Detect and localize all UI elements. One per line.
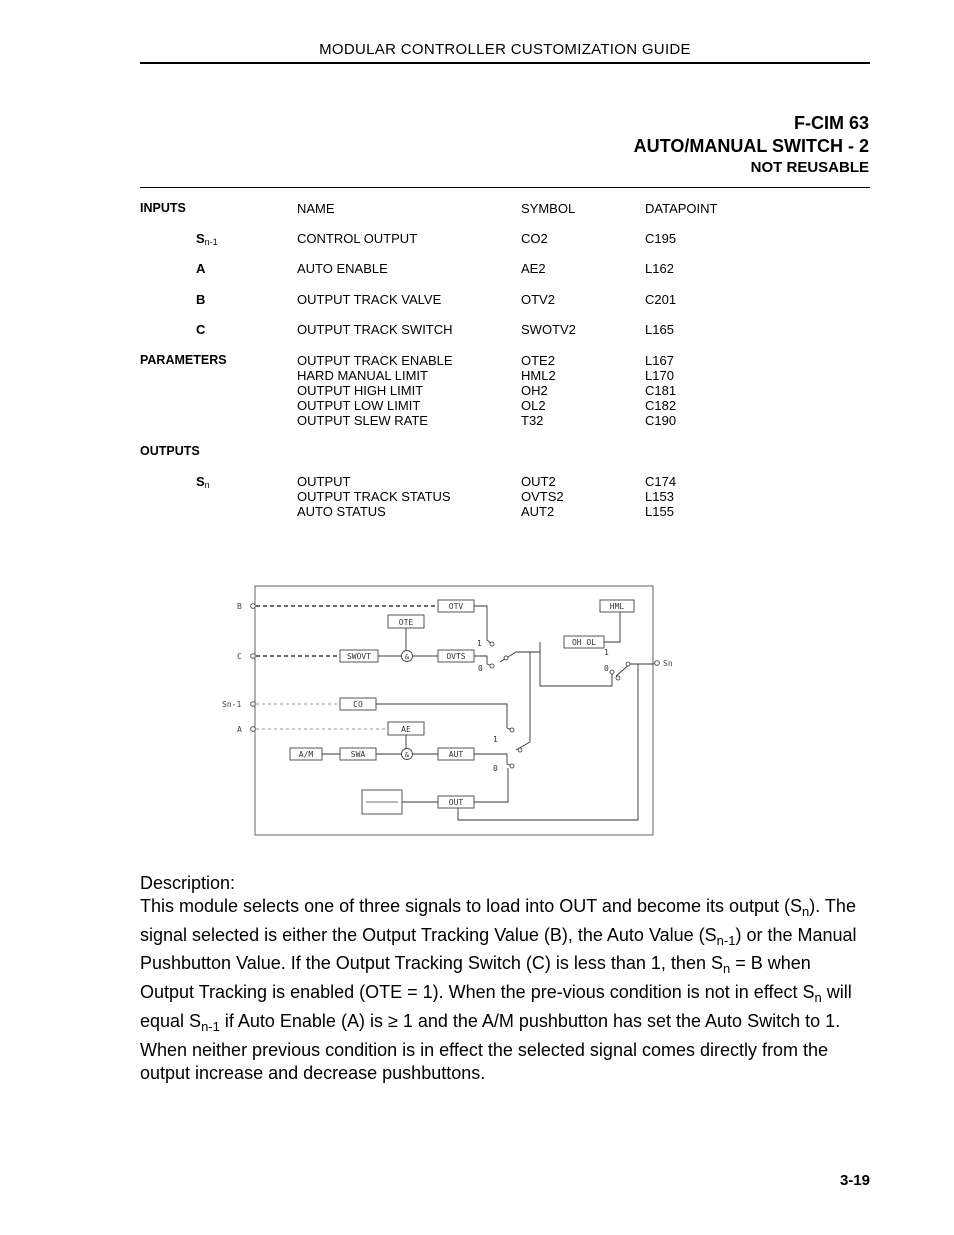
input-name: OUTPUT TRACK SWITCH <box>297 322 453 337</box>
module-title: AUTO/MANUAL SWITCH - 2 <box>633 136 869 156</box>
parameter-name: OUTPUT HIGH LIMIT <box>297 383 424 398</box>
output-datapoint: C174 <box>645 474 677 489</box>
input-c-label: C <box>237 652 242 661</box>
block-ae-label: AE <box>401 725 411 734</box>
title-rule <box>140 187 870 188</box>
input-a-connector <box>251 727 256 732</box>
input-symbol: CO2 <box>521 231 548 246</box>
output-name: AUTO STATUS <box>297 504 386 519</box>
switch-2-label-one: 1 <box>493 735 498 744</box>
input-sn1-connector <box>251 702 256 707</box>
function-block-diagram <box>220 582 680 842</box>
description-heading: Description: <box>140 873 236 893</box>
inputs-heading: INPUTS <box>140 201 186 215</box>
output-datapoint: L155 <box>645 504 674 519</box>
parameter-datapoint: L167 <box>645 353 674 368</box>
switch-3-label-zero: 0 <box>604 664 609 673</box>
and-gate-1-label: & <box>404 653 410 661</box>
output-symbol: AUT2 <box>521 504 555 519</box>
parameter-name: OUTPUT TRACK ENABLE <box>297 353 453 368</box>
input-datapoint: C195 <box>645 231 677 246</box>
block-co-label: CO <box>353 700 363 709</box>
parameter-datapoint: C181 <box>645 383 677 398</box>
datapoint-column-header: DATAPOINT <box>645 201 718 216</box>
switch-2-contact-0 <box>510 764 514 768</box>
wire-ovts-switch <box>474 656 492 666</box>
block-swa-label: SWA <box>350 750 366 759</box>
input-c-connector <box>251 654 256 659</box>
output-name: OUTPUT <box>297 474 351 489</box>
page-number: 3-19 <box>839 1172 870 1189</box>
and-gate-2-label: & <box>404 751 410 759</box>
header-rule <box>140 62 870 64</box>
block-ovts-label: OVTS <box>446 652 466 661</box>
block-aut-label: AUT <box>448 750 464 759</box>
output-sn-connector <box>655 661 660 666</box>
input-symbol: AE2 <box>521 261 546 276</box>
input-label-b: B <box>196 292 206 307</box>
output-label-sn: $S_n$ <box>196 474 210 490</box>
switch-3-label-one: 1 <box>604 648 609 657</box>
switch-2-contact-1 <box>510 728 514 732</box>
input-name: OUTPUT TRACK VALVE <box>297 292 442 307</box>
input-sn1-label: Sn-1 <box>222 700 242 709</box>
input-datapoint: C201 <box>645 292 677 307</box>
switch-3-common <box>626 662 630 666</box>
description <box>140 872 865 1084</box>
module-reusability: NOT REUSABLE <box>750 159 869 176</box>
block-otv-label: OTV <box>448 602 464 611</box>
block-am-label: A/M <box>298 750 314 759</box>
switch-1-label-zero: 0 <box>478 664 483 673</box>
input-label-sn1: $S_{n-1}$ <box>196 231 218 247</box>
switch-3-contact-0 <box>616 676 620 680</box>
parameter-symbol: HML2 <box>521 368 556 383</box>
symbol-column-header: SYMBOL <box>521 201 576 216</box>
outputs-heading: OUTPUTS <box>140 444 200 458</box>
input-symbol: OTV2 <box>521 292 555 307</box>
parameter-name: OUTPUT LOW LIMIT <box>297 398 421 413</box>
parameter-datapoint: C182 <box>645 398 677 413</box>
input-datapoint: L165 <box>645 322 674 337</box>
switch-2-common <box>518 748 522 752</box>
output-sn-label: Sn <box>663 659 673 668</box>
input-b-label: B <box>237 602 242 611</box>
switch-1-contact-1 <box>490 642 494 646</box>
switch-1-contact-0 <box>490 664 494 668</box>
switch-3-arm <box>616 664 654 676</box>
name-column-header: NAME <box>297 201 335 216</box>
switch-2-label-zero: 0 <box>493 764 498 773</box>
parameter-name: HARD MANUAL LIMIT <box>297 368 428 383</box>
input-name: AUTO ENABLE <box>297 261 388 276</box>
switch-3-contact-1 <box>610 670 614 674</box>
block-ote-label: OTE <box>398 618 414 627</box>
input-datapoint: L162 <box>645 261 674 276</box>
output-symbol: OUT2 <box>521 474 556 489</box>
input-name: CONTROL OUTPUT <box>297 231 418 246</box>
block-out-label: OUT <box>448 798 464 807</box>
input-b-connector <box>251 604 256 609</box>
parameter-symbol: OTE2 <box>521 353 555 368</box>
switch-2-arm <box>516 652 530 750</box>
input-label-c: C <box>196 322 206 337</box>
block-ohol-label: OH OL <box>571 638 597 647</box>
output-name: OUTPUT TRACK STATUS <box>297 489 451 504</box>
block-hml-label: HML <box>609 602 625 611</box>
block-swovt-label: SWOVT <box>346 652 372 661</box>
input-a-label: A <box>237 725 242 734</box>
output-symbol: OVTS2 <box>521 489 564 504</box>
input-symbol: SWOTV2 <box>521 322 576 337</box>
wire-ohol-hml <box>604 612 620 642</box>
parameter-symbol: OL2 <box>521 398 546 413</box>
switch-1-common <box>504 656 508 660</box>
module-id: F-CIM 63 <box>793 113 869 133</box>
title-block <box>634 112 869 178</box>
input-label-a: A <box>196 261 206 276</box>
switch-1-label-one: 1 <box>477 639 482 648</box>
wire-switch-out <box>474 768 508 802</box>
output-datapoint: L153 <box>645 489 674 504</box>
parameter-symbol: T32 <box>521 413 544 428</box>
parameter-symbol: OH2 <box>521 383 548 398</box>
running-header: MODULAR CONTROLLER CUSTOMIZATION GUIDE <box>319 41 691 58</box>
description-body: This module selects one of three signals to load into OUT and become its output $(S_n)$. The signal selected is either the Output Tracking Value (B), the Auto Value $(S_{n-1})$ or the Manual Pushbutton Value. If the Output Tracking Switch (C) is less than 1, then $S_n = B$ when Output Tracking is enabled (OTE = 1). When the pre-vious condition is not in effect $S_n$ will equal $S_{n-1}$ if Auto Enable (A) is ≥ 1 and the A/M pushbutton has set the Auto Switch to 1. When neither previous condition is in effect the selected signal comes directly from the output increase and decrease pushbuttons. <box>140 895 857 1083</box>
wire-limit-box <box>540 642 612 686</box>
parameter-datapoint: C190 <box>645 413 677 428</box>
parameter-datapoint: L170 <box>645 368 674 383</box>
parameter-name: OUTPUT SLEW RATE <box>297 413 428 428</box>
wire-output-feedback <box>458 664 638 820</box>
parameters-heading: PARAMETERS <box>140 353 227 367</box>
